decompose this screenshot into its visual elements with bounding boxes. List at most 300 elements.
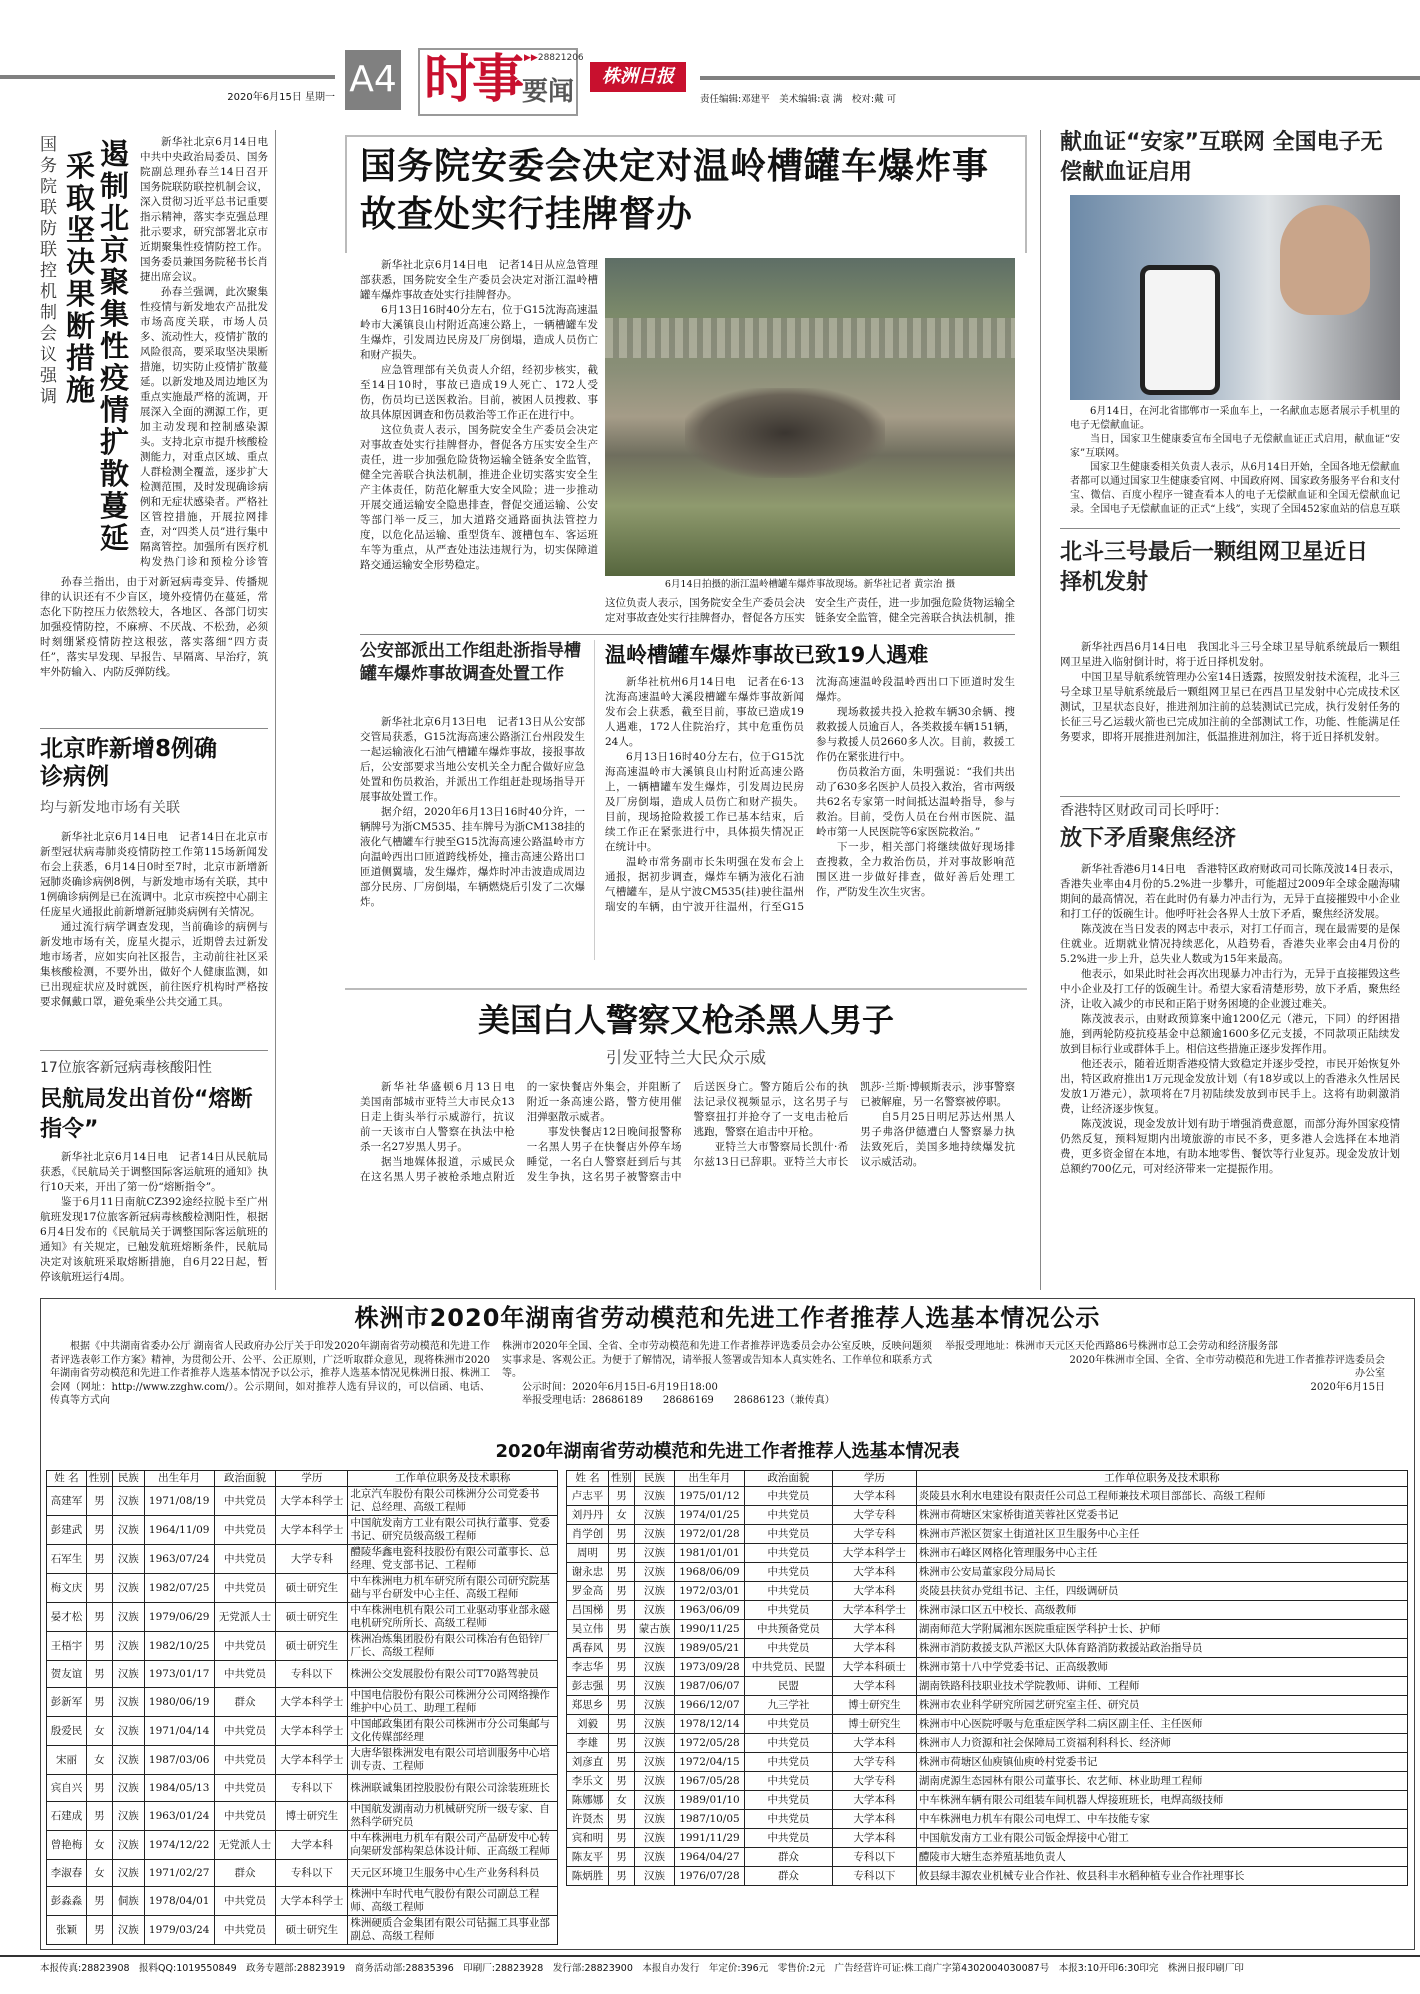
table-cell: 株洲市消防救援支队芦淞区大队体育路消防救援站政治指导员 — [916, 1639, 1407, 1658]
table-cell: 男 — [86, 1916, 112, 1945]
table-cell: 群众 — [214, 1688, 276, 1717]
table-cell: 1987/06/07 — [674, 1677, 744, 1696]
left-kicker: 国务院联防联控机制会议强调 — [40, 135, 57, 407]
table-cell: 男 — [608, 1810, 634, 1829]
table-cell: 男 — [608, 1848, 634, 1867]
table-cell: 博士研究生 — [276, 1802, 348, 1831]
table-cell: 大学本科 — [832, 1734, 916, 1753]
column-header: 民族 — [112, 1471, 144, 1487]
table-row — [567, 1658, 1408, 1677]
table-cell: 大学本科硕士 — [832, 1658, 916, 1677]
table-cell: 汉族 — [112, 1603, 144, 1632]
table-cell: 1990/11/25 — [674, 1620, 744, 1639]
table-cell: 男 — [608, 1658, 634, 1677]
table-cell: 郑思乡 — [567, 1696, 609, 1715]
table-cell: 女 — [86, 1746, 112, 1775]
explosion-site-photo — [605, 258, 1015, 576]
table-cell: 男 — [86, 1574, 112, 1603]
notice-phones: 举报受理电话：28686189 28686169 28686123（兼传真） — [522, 1395, 835, 1406]
table-cell: 1964/11/09 — [144, 1516, 214, 1545]
table-cell: 中共党员 — [744, 1810, 832, 1829]
table-row — [567, 1772, 1408, 1791]
table-cell: 专科以下 — [276, 1775, 348, 1802]
table-cell: 大学本科学士 — [276, 1887, 348, 1916]
notice-col-2: 株洲市2020年全国、全省、全市劳动模范和先进工作者推荐评选委员会办公室反映，反映问题须实事求是、客观公正。为便于了解情况，请举报人签署或告知本人真实姓名、工作单位和联系方式等。 公示时间：2020年6月15日-6月19日18:00 举报受理电话：28686189 28686169 28686123（兼传真） — [502, 1341, 932, 1406]
table-cell: 株洲市公安局董家段分局局长 — [916, 1563, 1407, 1582]
table-cell: 男 — [86, 1632, 112, 1661]
table-cell: 汉族 — [112, 1717, 144, 1746]
table-cell: 女 — [608, 1506, 634, 1525]
table-cell: 禹春风 — [567, 1639, 609, 1658]
table-cell: 1981/01/01 — [674, 1544, 744, 1563]
center-article-4-title: 美国白人警察又枪杀黑人男子 — [477, 1001, 894, 1039]
table-cell: 汉族 — [112, 1860, 144, 1887]
table-cell: 男 — [86, 1603, 112, 1632]
table-cell: 周明 — [567, 1544, 609, 1563]
table-cell: 汉族 — [634, 1715, 674, 1734]
left-article-2-subtitle: 均与新发地市场有关联 — [40, 800, 180, 816]
table-row — [567, 1791, 1408, 1810]
left-article-3-body: 新华社北京6月14日电 记者14日从民航局获悉，《民航局关于调整国际客运航班的通知》执行10天来，开出了第一份“熔断指令”。 鉴于6月11日南航CZ392途经拉脱卡至广州航班发现17位旅客新冠病毒核酸检测阳性，根据6月4日发布的《民航局关于调整国际客运航班的通知》有关规定，已触发航班熔断条件，民航局决定对该航班采取熔断措施，自6月22日起，暂停该航班运行4周。 — [40, 1151, 268, 1283]
table-row — [47, 1802, 558, 1831]
table-cell: 汉族 — [112, 1545, 144, 1574]
table-row — [47, 1775, 558, 1802]
table-cell: 女 — [608, 1791, 634, 1810]
center-article-1-title: 国务院安委会决定对温岭槽罐车爆炸事故查处实行挂牌督办 — [360, 146, 990, 235]
table-cell: 大学本科 — [832, 1829, 916, 1848]
table-row — [47, 1916, 558, 1945]
table-row — [47, 1661, 558, 1688]
candidates-table-left — [46, 1470, 558, 1945]
center-article-2-body: 新华社北京6月13日电 记者13日从公安部交管局获悉，G15沈海高速公路浙江台州段发生一起运输液化石油气槽罐车爆炸事故，接报事故后，公安部要求当地公安机关全力配合做好应急处置和伤员救治，并派出工作组赶赴现场指导开展事故处置工作。 据介绍，2020年6月13日16时40分许，一辆牌号为浙CM535、挂车牌号为浙CM138挂的液化气槽罐车行驶至G15沈海高速公路温岭市方向温岭西出口匝道跨线桥处，撞击高速公路出口匝道侧翼墙，发生爆炸，爆炸时冲击波造成周边部分民房、厂房倒塌，车辆燃烧后引发了二次爆炸。 — [360, 716, 585, 908]
table-cell: 汉族 — [634, 1658, 674, 1677]
table-cell: 株洲冶炼集团股份有限公司株冶有色铅锌厂厂长、高级工程师 — [348, 1632, 558, 1661]
table-cell: 汉族 — [112, 1487, 144, 1516]
table-row — [47, 1688, 558, 1717]
table-cell: 中共预备党员 — [744, 1620, 832, 1639]
table-cell: 汉族 — [634, 1544, 674, 1563]
table-cell: 中共党员 — [214, 1802, 276, 1831]
arrow-icon: ▶▶ — [524, 53, 538, 63]
photo-caption: 6月14日拍摄的浙江温岭槽罐车爆炸事故现场。新华社记者 黄宗治 摄 — [664, 579, 956, 590]
table-cell: 殷爱民 — [47, 1717, 87, 1746]
table-row — [567, 1848, 1408, 1867]
table-cell: 男 — [86, 1661, 112, 1688]
table-cell: 中共党员 — [744, 1582, 832, 1601]
table-cell: 汉族 — [112, 1688, 144, 1717]
table-cell: 男 — [608, 1715, 634, 1734]
table-cell: 炎陵县水利水电建设有限责任公司总工程师兼技术项目部部长、高级工程师 — [916, 1487, 1407, 1506]
table-cell: 曾艳梅 — [47, 1831, 87, 1860]
table-title: 2020年湖南省劳动模范和先进工作者推荐人选基本情况表 — [495, 1441, 960, 1462]
table-cell: 中共党员 — [214, 1887, 276, 1916]
table-row — [47, 1831, 558, 1860]
table-cell: 中车株洲车辆有限公司组装车间机器人焊接班班长，电焊高级技师 — [916, 1791, 1407, 1810]
table-cell: 中共党员 — [214, 1775, 276, 1802]
table-cell: 中共党员 — [744, 1791, 832, 1810]
table-cell: 中共党员 — [744, 1753, 832, 1772]
table-cell: 硕士研究生 — [276, 1574, 348, 1603]
table-cell: 湖南铁路科技职业技术学院教师、讲师、工程师 — [916, 1677, 1407, 1696]
table-cell: 无党派人士 — [214, 1831, 276, 1860]
blood-donor-photo — [1070, 195, 1400, 400]
table-row — [567, 1525, 1408, 1544]
right-article-2-body: 新华社西昌6月14日电 我国北斗三号全球卫星导航系统最后一颗组网卫星进入临射倒计时，将于近日择机发射。 中国卫星导航系统管理办公室14日透露，按照发射技术流程，北斗三号全球卫星导航系统最后一颗组网卫星已在西昌卫星发射中心完成技术区测试，卫星状态良好，推进剂加注前的总装测试已完成，执行发射任务的长征三号乙运载火箭也已完成加注前的全部测试工作，功能、性能满足任务要求，即将开展推进剂加注，低温推进剂加注，将于近日择机发射。 — [1060, 641, 1400, 743]
table-row — [567, 1563, 1408, 1582]
notice-col-1: 根据《中共湖南省委办公厅 湖南省人民政府办公厅关于印发2020年湖南省劳动模范和先进工作者评选表彰工作方案》精神，为贯彻公开、公平、公正原则，广泛听取群众意见，现将株洲市2020年湖南省劳动模范和先进工作者推荐人选基本情况予以公示，推荐人选基本情况见株洲日报、株洲工会网（网址：http://www.zzghw.com/）。公示期间，如对推荐人选有异议的，可以信函、电话、传真等方式向 — [50, 1341, 490, 1406]
table-cell: 男 — [608, 1544, 634, 1563]
table-row — [567, 1639, 1408, 1658]
table-cell: 株洲中车时代电气股份有限公司副总工程师、高级工程师 — [348, 1887, 558, 1916]
column-header: 出生年月 — [674, 1471, 744, 1487]
table-cell: 汉族 — [634, 1582, 674, 1601]
column-header: 姓 名 — [567, 1471, 609, 1487]
table-row — [567, 1544, 1408, 1563]
table-cell: 1963/01/24 — [144, 1802, 214, 1831]
table-cell: 汉族 — [634, 1867, 674, 1886]
table-cell: 大学本科 — [832, 1487, 916, 1506]
table-cell: 中共党员 — [214, 1487, 276, 1516]
table-cell: 男 — [608, 1753, 634, 1772]
center-article-1-body-cont: 这位负责人表示，国务院安全生产委员会决定对事故查处实行挂牌督办，督促各方压实安全生产责任，进一步加强危险货物运输全链条安全监管，健全完善联合执法机制，推 — [605, 597, 1015, 624]
table-cell: 中共党员 — [744, 1487, 832, 1506]
table-cell: 侗族 — [112, 1887, 144, 1916]
table-cell: 中共党员 — [214, 1632, 276, 1661]
table-cell: 大学本科学士 — [276, 1487, 348, 1516]
table-cell: 博士研究生 — [832, 1696, 916, 1715]
table-cell: 男 — [608, 1525, 634, 1544]
table-cell: 中共党员 — [744, 1715, 832, 1734]
table-cell: 男 — [608, 1696, 634, 1715]
table-row — [47, 1860, 558, 1887]
table-row — [47, 1545, 558, 1574]
table-row — [47, 1574, 558, 1603]
column-header: 出生年月 — [144, 1471, 214, 1487]
center-article-4-subtitle: 引发亚特兰大民众示威 — [605, 1048, 766, 1067]
table-cell: 吕国梯 — [567, 1601, 609, 1620]
page-number: A4 — [345, 50, 401, 110]
table-cell: 男 — [86, 1545, 112, 1574]
table-cell: 男 — [608, 1563, 634, 1582]
table-cell: 醴陵华鑫电瓷科技股份有限公司董事长、总经理、党支部书记、工程师 — [348, 1545, 558, 1574]
table-cell: 晏才松 — [47, 1603, 87, 1632]
center-article-3-body: 新华社杭州6月14日电 记者在6·13沈海高速温岭大溪段槽罐车爆炸事故新闻发布会上获悉，截至目前，事故已造成19人遇难，172人住院治疗，其中危重伤员24人。 6月13日16时40分左右，位于G15沈海高速温岭市大溪镇良山村附近高速公路上，一辆槽罐车发生爆炸，引发周边民房及厂房倒塌，造成人员伤亡和财产损失。目前，现场抢险救援工作已基本结束，后续工作正在紧张进行中，具体损失情况正在统计中。 温岭市常务副市长朱明强在发布会上通报，据初步调查，爆炸车辆为液化石油气槽罐车，是从宁波CM535(挂)驶往温州瑞安的车辆，由宁波开往温州，行至G15沈海高速温岭段温岭西出口下匝道时发生爆炸。 现场救援共投入抢救车辆30余辆、搜救救援人员逾百人，各类救援车辆151辆，参与救援人员2660多人次。目前，救援工作仍在紧张进行中。 伤员救治方面，朱明强说：“我们共出动了630多名医护人员投入救治，省市两级共62名专家第一时间抵达温岭指导，参与救治。目前，受伤人员在台州市医院、温岭市第一人民医院等6家医院救治。” 下一步，相关部门将继续做好现场排查搜救，全力救治伤员，并对事故影响范围区进一步做好排查，做好善后处理工作，严防发生次生灾害。 — [605, 676, 1015, 913]
table-cell: 株洲市第十八中学党委书记、正高级教师 — [916, 1658, 1407, 1677]
right-article-3-body: 新华社香港6月14日电 香港特区政府财政司司长陈茂波14日表示，香港失业率由4月份的5.2%进一步攀升，可能超过2009年全球金融海啸期间的最高情况，若在此时仍有暴力冲击行为，无异于直接摧毁中小企业和打工仔的饭碗生计。他呼吁社会各界人士放下矛盾，聚焦经济发展。 陈茂波在当日发表的网志中表示，对打工仔而言，现在最需要的是保住就业。近期就业情况持续恶化，从趋势看，香港失业率会由4月份的5.2%进一步上升，总失业人数或为15年来最高。 他表示，如果此时社会再次出现暴力冲击行为，无异于直接摧毁这些中小企业及打工仔的饭碗生计。希望大家看清楚形势，放下矛盾，聚焦经济，让收入减少的市民和正陷于财务困境的企业渡过难关。 陈茂波表示，由财政预算案中逾1200亿元（港元，下同）的纾困措施，到两轮防疫抗疫基金中总额逾1600多亿元支援，不同款项正陆续发放到目标行业或群体手上。相信这些措施正逐步发挥作用。 他还表示，随着近期香港疫情大致稳定并逐步受控，市民开始恢复外出，特区政府推出1万元现金发放计划（有18岁或以上的香港永久性居民发放1万港元），款项将在7月初陆续发放到市民手上。这将有助刺激消费，让经济逐步恢复。 陈茂波说，现金发放计划有助于增强消费意愿，而部分海外国家疫情仍然反复，预料短期内出境旅游的市民不多，更多港人会选择在本地消费，更多资金留在本地，有助本地零售、餐饮等行业复苏。现金发放计划总额约700亿元，可对经济带来一定提振作用。 — [1060, 863, 1400, 1175]
table-cell: 群众 — [214, 1860, 276, 1887]
table-cell: 大学专科 — [832, 1772, 916, 1791]
table-cell: 天元区环境卫生服务中心生产业务科科员 — [348, 1860, 558, 1887]
table-cell: 株洲市荷塘区宋家桥街道芙蓉社区党委书记 — [916, 1506, 1407, 1525]
table-cell: 汉族 — [112, 1516, 144, 1545]
table-cell: 陈娜娜 — [567, 1791, 609, 1810]
table-cell: 1975/01/12 — [674, 1487, 744, 1506]
table-cell: 汉族 — [112, 1831, 144, 1860]
table-cell: 1989/05/21 — [674, 1639, 744, 1658]
table-cell: 大学本科 — [832, 1620, 916, 1639]
table-cell: 大学专科 — [276, 1545, 348, 1574]
table-row — [47, 1487, 558, 1516]
table-cell: 1963/06/09 — [674, 1601, 744, 1620]
table-cell: 民盟 — [744, 1677, 832, 1696]
table-cell: 石军生 — [47, 1545, 87, 1574]
table-cell: 1972/05/28 — [674, 1734, 744, 1753]
table-cell: 1989/01/10 — [674, 1791, 744, 1810]
table-cell: 陈炳胜 — [567, 1867, 609, 1886]
table-cell: 硕士研究生 — [276, 1603, 348, 1632]
table-cell: 1971/02/27 — [144, 1860, 214, 1887]
table-cell: 中国航发湖南动力机械研究所一级专家、自然科学研究员 — [348, 1802, 558, 1831]
table-cell: 男 — [86, 1487, 112, 1516]
right-article-1-title: 献血证“安家”互联网 全国电子无偿献血证启用 — [1060, 130, 1383, 185]
left-headline-2: 采取坚决果断措施 — [66, 149, 96, 407]
table-row — [567, 1829, 1408, 1848]
table-cell: 硕士研究生 — [276, 1632, 348, 1661]
table-cell: 男 — [86, 1688, 112, 1717]
table-row — [47, 1632, 558, 1661]
table-cell: 大学本科 — [832, 1639, 916, 1658]
table-cell: 汉族 — [634, 1734, 674, 1753]
table-cell: 株洲市中心医院呼吸与危重症医学科二病区副主任、主任医师 — [916, 1715, 1407, 1734]
left-article-2-body: 新华社北京6月14日电 记者14日在北京市新型冠状病毒肺炎疫情防控工作第115场新闻发布会上获悉，6月14日0时至7时，北京市新增新冠肺炎确诊病例8例，与新发地市场有关联，其中1例确诊病例是已在流调中。北京市疾控中心副主任庞星火通报此前新增新冠肺炎病例有关情况。 通过流行病学调查发现，当前确诊的病例与新发地市场有关，庞星火提示，近期曾去过新发地市场者，应如实向社区报告，主动前往社区采集核酸检测，不要外出，做好个人健康监测，如已出现症状应及时就医，前往医疗机构时严格按要求佩戴口罩，避免乘坐公共交通工具。 — [40, 831, 268, 1008]
table-cell: 汉族 — [112, 1574, 144, 1603]
table-cell: 李志华 — [567, 1658, 609, 1677]
table-cell: 彭新军 — [47, 1688, 87, 1717]
table-cell: 汉族 — [634, 1563, 674, 1582]
left-headline-1: 遏制北京聚集性疫情扩散蔓延 — [100, 137, 130, 555]
table-cell: 大学本科 — [832, 1791, 916, 1810]
table-header-row — [567, 1471, 1408, 1487]
table-cell: 吴立伟 — [567, 1620, 609, 1639]
table-cell: 1974/01/25 — [674, 1506, 744, 1525]
table-cell: 1974/12/22 — [144, 1831, 214, 1860]
table-cell: 男 — [608, 1772, 634, 1791]
table-cell: 中共党员 — [744, 1772, 832, 1791]
table-cell: 李乐文 — [567, 1772, 609, 1791]
table-cell: 攸县绿丰源农业机械专业合作社、攸县科丰水稻种植专业合作社理事长 — [916, 1867, 1407, 1886]
table-cell: 男 — [608, 1639, 634, 1658]
table-cell: 1976/07/28 — [674, 1867, 744, 1886]
table-cell: 硕士研究生 — [276, 1916, 348, 1945]
table-cell: 中共党员 — [744, 1601, 832, 1620]
table-cell: 汉族 — [112, 1916, 144, 1945]
table-cell: 男 — [608, 1601, 634, 1620]
table-cell: 大学本科 — [832, 1582, 916, 1601]
column-header: 政治面貌 — [744, 1471, 832, 1487]
table-cell: 刘毅 — [567, 1715, 609, 1734]
center-article-1-body: 新华社北京6月14日电 记者14日从应急管理部获悉，国务院安全生产委员会决定对浙江温岭槽罐车爆炸事故查处实行挂牌督办。 6月13日16时40分左右，位于G15沈海高速温岭市大溪镇良山村附近高速公路上，一辆槽罐车发生爆炸，引发周边民房及厂房倒塌，造成人员伤亡和财产损失。 应急管理部有关负责人介绍，经初步核实，截至14日10时，事故已造成19人死亡、172人受伤，伤员均已送医救治。目前，被困人员搜救、事故具体原因调查和伤员救治等工作正在进行中。 这位负责人表示，国务院安全生产委员会决定对事故查处实行挂牌督办，督促各方压实安全生产责任，进一步加强危险货物运输全链条安全监管，健全完善联合执法机制，推进企业切实落实安全生产主体责任，防范化解重大安全风险；进一步推动开展交通运输安全隐患排查，督促交通运输、公安等部门举一反三，加大道路交通路面执法管控力度，以危化品运输、重型货车、渡槽包车、客运班车等为重点，从严查处违法违规行为，切实保障道路交通运输安全形势稳定。 — [360, 259, 598, 571]
table-cell: 中共党员 — [214, 1717, 276, 1746]
table-cell: 1987/10/05 — [674, 1810, 744, 1829]
table-cell: 中国邮政集团有限公司株洲市分公司集邮与文化传媒部经理 — [348, 1717, 558, 1746]
table-cell: 1973/01/17 — [144, 1661, 214, 1688]
table-cell: 大学本科 — [276, 1831, 348, 1860]
table-cell: 1968/06/09 — [674, 1563, 744, 1582]
table-cell: 中共党员 — [214, 1661, 276, 1688]
notice-signature: 2020年株洲市全国、全省、全市劳动模范和先进工作者推荐评选委员会办公室 — [1069, 1354, 1385, 1379]
table-cell: 株洲市人力资源和社会保障局工资福利科科长、经济师 — [916, 1734, 1407, 1753]
table-cell: 中车株洲电力机车有限公司产品研发中心转向架研发部构架总体设计师、正高级工程师 — [348, 1831, 558, 1860]
table-cell: 中共党员 — [214, 1545, 276, 1574]
table-cell: 汉族 — [634, 1696, 674, 1715]
table-cell: 株洲硬质合金集团有限公司钻掘工具事业部副总、高级工程师 — [348, 1916, 558, 1945]
table-cell: 王梧宇 — [47, 1632, 87, 1661]
table-header-row — [47, 1471, 558, 1487]
table-cell: 专科以下 — [276, 1860, 348, 1887]
table-cell: 男 — [86, 1775, 112, 1802]
table-cell: 宾自兴 — [47, 1775, 87, 1802]
table-cell: 汉族 — [112, 1775, 144, 1802]
table-cell: 1978/04/01 — [144, 1887, 214, 1916]
table-cell: 中共党员 — [744, 1563, 832, 1582]
table-cell: 群众 — [744, 1867, 832, 1886]
table-row — [567, 1487, 1408, 1506]
table-cell: 株洲联诚集团控股股份有限公司涂装班班长 — [348, 1775, 558, 1802]
table-cell: 专科以下 — [832, 1848, 916, 1867]
table-cell: 大学本科学士 — [832, 1601, 916, 1620]
table-cell: 中车株洲电力机车研究所有限公司研究院基础与平台研发中心主任、高级工程师 — [348, 1574, 558, 1603]
table-cell: 汉族 — [112, 1661, 144, 1688]
table-row — [567, 1867, 1408, 1886]
table-cell: 男 — [608, 1867, 634, 1886]
table-row — [47, 1887, 558, 1916]
table-cell: 梅文庆 — [47, 1574, 87, 1603]
table-cell: 彭志强 — [567, 1677, 609, 1696]
footer-info: 本报传真:28823908 报料QQ:1019550849 政务专题部:28823919 商务活动部:28835396 印刷厂:28823928 发行部:28823900 本报自办发行 年定价:396元 零售价:2元 广告经营许可证:株工商广字第4302004030087号 本报3:10开印6:30印完 株洲日报印刷厂印 — [40, 1963, 1244, 1974]
table-cell: 女 — [86, 1831, 112, 1860]
table-cell: 中共党员、民盟 — [744, 1658, 832, 1677]
candidates-table-right-wrap — [566, 1470, 1408, 1886]
table-cell: 大学本科学士 — [276, 1516, 348, 1545]
table-cell: 大学本科学士 — [276, 1688, 348, 1717]
right-article-1-caption: 6月14日，在河北省邯郸市一采血车上，一名献血志愿者展示手机里的电子无偿献血证。 当日，国家卫生健康委宣布全国电子无偿献血证正式启用，献血证“安家”互联网。 国家卫生健康委相关负责人表示，从6月14日开始，全国各地无偿献血者都可以通过国家卫生健康委官网、中国政府网、国家政务服务平台和支付宝、微信、百度小程序一键查看本人的电子无偿献血证和全国无偿献血记录。全国电子无偿献血证的正式“上线”，实现了全国452家血站的信息互联 — [1070, 406, 1400, 515]
table-row — [567, 1506, 1408, 1525]
table-cell: 1982/10/25 — [144, 1632, 214, 1661]
table-cell: 北京汽车股份有限公司株洲分公司党委书记、总经理、高级工程师 — [348, 1487, 558, 1516]
table-cell: 湖南师范大学附属湘东医院重症医学科护士长、护师 — [916, 1620, 1407, 1639]
table-cell: 高建军 — [47, 1487, 87, 1516]
notice-col-3: 举报受理地址：株洲市天元区天伦西路86号株洲市总工会劳动和经济服务部 2020年株洲市全国、全省、全市劳动模范和先进工作者推荐评选委员会办公室 2020年6月15日 — [945, 1341, 1385, 1393]
table-cell: 1979/06/29 — [144, 1603, 214, 1632]
table-cell: 1964/04/27 — [674, 1848, 744, 1867]
table-cell: 中国电信股份有限公司株洲分公司网络操作维护中心员工、助理工程师 — [348, 1688, 558, 1717]
table-cell: 大学本科学士 — [276, 1717, 348, 1746]
table-cell: 1984/05/13 — [144, 1775, 214, 1802]
left-article-1-body-cont: 孙春兰指出，由于对新冠病毒变异、传播规律的认识还有不少盲区，境外疫情仍在蔓延，常态化下防控压力依然较大，各地区、各部门切实加强疫情防控，不麻痹、不厌战、不松劲，必须时刻绷紧疫情防控这根弦，落实落细“四方责任”，落实早发现、早报告、早隔离、早治疗，筑牢外防输入、内防反弹防线。 — [40, 576, 268, 678]
table-row — [567, 1601, 1408, 1620]
candidates-table-right — [566, 1470, 1408, 1886]
table-cell: 陈友平 — [567, 1848, 609, 1867]
table-cell: 男 — [608, 1734, 634, 1753]
table-cell: 汉族 — [112, 1746, 144, 1775]
column-header: 性别 — [86, 1471, 112, 1487]
table-cell: 大学本科 — [832, 1563, 916, 1582]
table-cell: 中共党员 — [214, 1516, 276, 1545]
issue-date: 2020年6月15日 星期一 — [227, 92, 335, 103]
table-row — [567, 1734, 1408, 1753]
masthead-logo: 株洲日报 — [590, 62, 686, 92]
table-cell: 卢志平 — [567, 1487, 609, 1506]
table-cell: 男 — [608, 1677, 634, 1696]
table-cell: 株洲公交发展股份有限公司T70路驾驶员 — [348, 1661, 558, 1688]
table-cell: 株洲市石峰区网格化管理服务中心主任 — [916, 1544, 1407, 1563]
table-cell: 中共党员 — [744, 1544, 832, 1563]
table-cell: 1971/04/14 — [144, 1717, 214, 1746]
table-cell: 中共党员 — [214, 1916, 276, 1945]
table-cell: 中共党员 — [214, 1746, 276, 1775]
table-cell: 汉族 — [634, 1487, 674, 1506]
column-header: 姓 名 — [47, 1471, 87, 1487]
table-cell: 刘丹丹 — [567, 1506, 609, 1525]
table-cell: 李雄 — [567, 1734, 609, 1753]
table-cell: 1980/06/19 — [144, 1688, 214, 1717]
table-cell: 汉族 — [634, 1639, 674, 1658]
table-cell: 中国航发南方工业有限公司执行董事、党委书记、研究员级高级工程师 — [348, 1516, 558, 1545]
table-cell: 中共党员 — [744, 1639, 832, 1658]
table-cell: 1982/07/25 — [144, 1574, 214, 1603]
table-cell: 蒙古族 — [634, 1620, 674, 1639]
table-cell: 博士研究生 — [832, 1715, 916, 1734]
table-cell: 炎陵县扶贫办党组书记、主任，四级调研员 — [916, 1582, 1407, 1601]
table-cell: 1966/12/07 — [674, 1696, 744, 1715]
table-cell: 男 — [608, 1620, 634, 1639]
right-article-2-title: 北斗三号最后一颗组网卫星近日择机发射 — [1060, 540, 1369, 595]
table-cell: 谢永忠 — [567, 1563, 609, 1582]
left-article-2-title: 北京昨新增8例确诊病例 — [40, 736, 218, 790]
column-header: 性别 — [608, 1471, 634, 1487]
table-cell: 肖学创 — [567, 1525, 609, 1544]
table-cell: 男 — [608, 1487, 634, 1506]
table-cell: 中共党员 — [214, 1574, 276, 1603]
center-article-2-title: 公安部派出工作组赴浙指导槽罐车爆炸事故调查处置工作 — [360, 641, 581, 684]
editors: 责任编辑:邓建平 美术编辑:袁 满 校对:戴 可 — [700, 94, 897, 105]
table-cell: 株洲市农业科学研究所园艺研究室主任、研究员 — [916, 1696, 1407, 1715]
table-cell: 1967/05/28 — [674, 1772, 744, 1791]
table-cell: 汉族 — [112, 1632, 144, 1661]
table-cell: 1979/03/24 — [144, 1916, 214, 1945]
left-article-1-body: 新华社北京6月14日电 中共中央政治局委员、国务院副总理孙春兰14日召开国务院联防联控机制会议，深入贯彻习近平总书记重要指示精神，落实李克强总理批示要求，研究部署北京市近期聚集性疫情防控工作。国务委员兼国务院秘书长肖捷出席会议。 孙春兰强调，此次聚集性疫情与新发地农产品批发市场高度关联，市场人员多、流动性大，疫情扩散的风险很高，要采取坚决果断措施，切实防止疫情扩散蔓延。以新发地及周边地区为重点实施最严格的流调，开展深入全面的溯源工作，更加主动发现和控制感染源头。支持北京市提升核酸检测能力，对重点区域、重点人群检测全覆盖，逐步扩大检测范围，及时发现确诊病例和无症状感染者。严格社区管控措施，开展拉网排查，对“四类人员”进行集中隔离管控。加强所有医疗机构发热门诊和预检分诊管 — [140, 136, 268, 568]
table-row — [567, 1715, 1408, 1734]
table-cell: 贺友谊 — [47, 1661, 87, 1688]
table-row — [567, 1696, 1408, 1715]
table-cell: 群众 — [744, 1848, 832, 1867]
table-cell: 汉族 — [634, 1753, 674, 1772]
table-cell: 石建成 — [47, 1802, 87, 1831]
table-cell: 汉族 — [634, 1791, 674, 1810]
table-cell: 许贤杰 — [567, 1810, 609, 1829]
table-cell: 汉族 — [634, 1601, 674, 1620]
table-cell: 男 — [86, 1516, 112, 1545]
table-cell: 无党派人士 — [214, 1603, 276, 1632]
table-cell: 大学本科 — [832, 1677, 916, 1696]
table-cell: 醴陵市大塘生态养殖基地负责人 — [916, 1848, 1407, 1867]
table-cell: 大学专科 — [832, 1525, 916, 1544]
table-cell: 中共党员 — [744, 1525, 832, 1544]
table-cell: 1987/03/06 — [144, 1746, 214, 1775]
candidates-table-left-wrap — [46, 1470, 558, 1945]
notice-title: 株洲市2020年湖南省劳动模范和先进工作者推荐人选基本情况公示 — [354, 1304, 1101, 1332]
table-cell: 九三学社 — [744, 1696, 832, 1715]
table-row — [567, 1582, 1408, 1601]
section-title-small: 要闻 — [522, 77, 575, 107]
table-row — [567, 1753, 1408, 1772]
column-header: 学历 — [832, 1471, 916, 1487]
table-cell: 罗金高 — [567, 1582, 609, 1601]
table-cell: 汉族 — [634, 1525, 674, 1544]
right-article-3-title: 放下矛盾聚焦经济 — [1060, 826, 1237, 851]
table-cell: 1991/11/29 — [674, 1829, 744, 1848]
table-cell: 1972/03/01 — [674, 1582, 744, 1601]
